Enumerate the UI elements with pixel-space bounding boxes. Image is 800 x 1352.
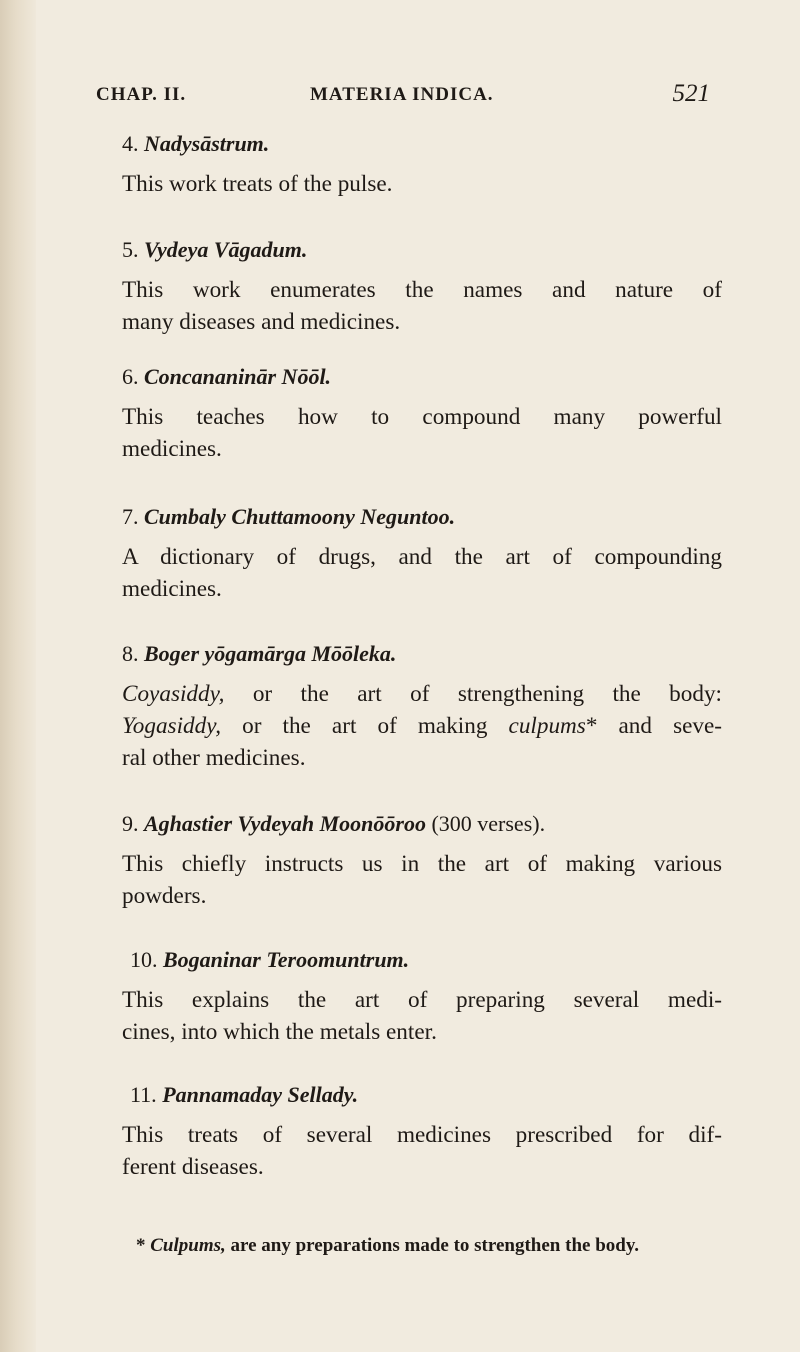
entry-title (122, 810, 722, 838)
chapter-label: CHAP. II. (96, 84, 187, 105)
entry-10 (122, 946, 722, 1048)
entry-4 (122, 130, 722, 200)
entry-number: 10. (130, 947, 158, 972)
body-line: This work treats of the pulse. (122, 171, 393, 197)
entry-body (122, 274, 722, 338)
entry-title (122, 363, 722, 391)
body-line: A dictionary of drugs, and the art of compounding (122, 544, 722, 570)
entry-title (122, 503, 722, 531)
entry-name: Vydeya Vāgadum. (144, 237, 308, 262)
entry-number: 8. (122, 641, 139, 666)
book-title: MATERIA INDICA. (310, 84, 494, 105)
entry-name: Boger yōgamārga Mōōleka. (144, 641, 397, 666)
entry-title (130, 1081, 722, 1109)
body-text: or the art of making (221, 713, 509, 739)
entry-body (122, 678, 722, 774)
term-yogasiddy: Yogasiddy, (122, 713, 222, 739)
entry-number: 11. (130, 1082, 157, 1107)
entry-title (122, 236, 722, 264)
body-line: ferent diseases. (122, 1154, 264, 1180)
entry-body (122, 848, 722, 912)
footnote-term: Culpums, (150, 1235, 226, 1256)
body-line: medicines. (122, 436, 222, 462)
entry-name: Aghastier Vydeyah Moonōōroo (144, 811, 426, 836)
entry-11 (122, 1081, 722, 1183)
entry-title (130, 946, 722, 974)
entry-8 (122, 640, 722, 774)
entry-body (122, 541, 722, 605)
body-line: cines, into which the metals enter. (122, 1019, 437, 1045)
body-line (122, 678, 722, 710)
entry-body (122, 1119, 722, 1183)
entry-name: Nadysāstrum. (144, 131, 270, 156)
footnote (136, 1235, 716, 1257)
entry-number: 4. (122, 131, 139, 156)
entry-body (122, 401, 722, 465)
body-line: many diseases and medicines. (122, 309, 401, 335)
body-text: or the art of strengthening the body: (224, 681, 722, 707)
entry-number: 9. (122, 811, 139, 836)
entry-number: 6. (122, 364, 139, 389)
entry-name: Boganinar Teroomuntrum. (163, 947, 410, 972)
entry-title-suffix: (300 verses). (425, 811, 546, 836)
entry-number: 5. (122, 237, 139, 262)
entry-name: Concananinār Nōōl. (144, 364, 332, 389)
entry-body (122, 168, 722, 200)
entry-5 (122, 236, 722, 338)
footnote-text: are any preparations made to strengthen the body. (225, 1235, 640, 1256)
footnote-marker: * (136, 1235, 146, 1256)
body-line: This chiefly instructs us in the art of making various (122, 851, 722, 877)
term-culpums: culpums (508, 713, 586, 739)
page-number: 521 (672, 80, 710, 107)
body-line: This work enumerates the names and nature of (122, 277, 722, 303)
running-head (96, 80, 710, 114)
entry-name: Cumbaly Chuttamoony Neguntoo. (144, 504, 456, 529)
entry-body (122, 984, 722, 1048)
body-line: This treats of several medicines prescribed for dif- (122, 1122, 722, 1148)
body-line (122, 710, 722, 742)
body-text: * and seve- (585, 713, 723, 739)
term-coyasiddy: Coyasiddy, (122, 681, 225, 707)
entry-7 (122, 503, 722, 605)
entry-number: 7. (122, 504, 139, 529)
body-line: medicines. (122, 576, 222, 602)
entry-title (122, 640, 722, 668)
entry-name: Pannamaday Sellady. (162, 1082, 359, 1107)
entry-6 (122, 363, 722, 465)
entry-title (122, 130, 722, 158)
body-line: powders. (122, 883, 207, 909)
body-line: This explains the art of preparing several medi- (122, 987, 722, 1013)
body-line: ral other medicines. (122, 745, 306, 771)
body-line: This teaches how to compound many powerful (122, 404, 722, 430)
entry-9 (122, 810, 722, 912)
